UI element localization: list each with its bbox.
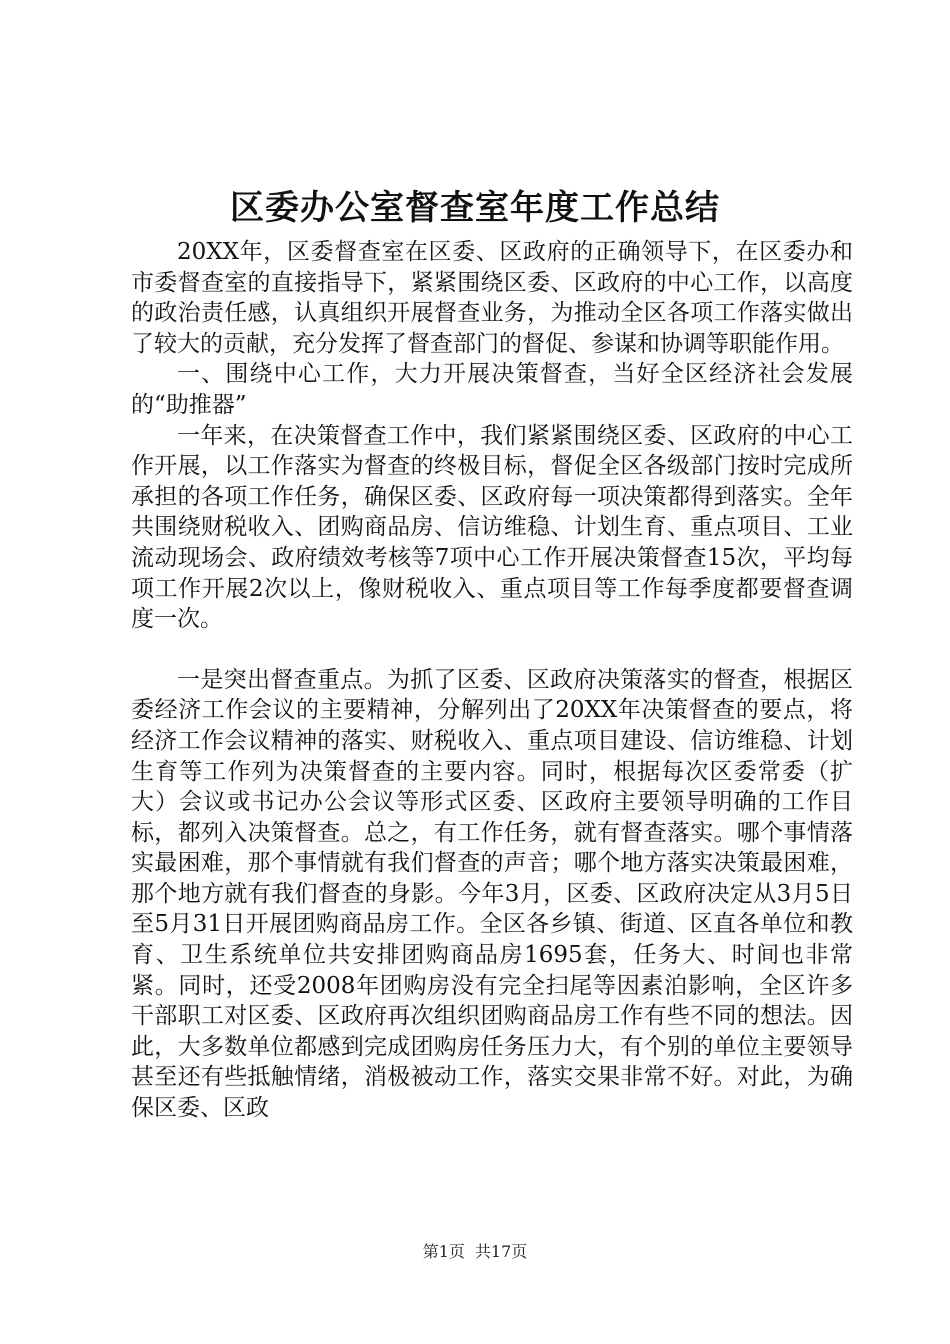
section-heading: 一、围绕中心工作，大力开展决策督查，当好全区经济社会发展的“助推器” [131, 361, 853, 418]
page-footer [0, 1241, 950, 1263]
document-title: 区委办公室督查室年度工作总结 [230, 188, 720, 228]
page-number: 第1页 [422, 1242, 465, 1261]
paragraph-key-points: 一是突出督查重点。为抓了区委、区政府决策落实的督查，根据区委经济工作会议的主要精神，分解列出了20XX年决策督查的要点，将经济工作会议精神的落实、财税收入、重点项目建设、信访维稳、计划生育等工作列为决策督查的主要内容。同时，根据每次区委常委（扩大）会议或书记办公会议等形式区委、区政府主要领导明确的工作目标，都列入决策督查。总之，有工作任务，就有督查落实。哪个事情落实最困难，那个事情就有我们督查的声音；哪个地方落实决策最困难，那个地方就有我们督查的身影。今年3月，区委、区政府决定从3月5日至5月31日开展团购商品房工作。全区各乡镇、街道、区直各单位和教育、卫生系统单位共安排团购商品房1695套，任务大、时间也非常紧。同时，还受2008年团购房没有完全扫尾等因素泊影响，全区许多干部职工对区委、区政府再次组织团购商品房工作有些不同的想法。因此，大多数单位都感到完成团购房任务压力大，有个别的单位主要领导甚至还有些抵触情绪，消极被动工作，落实交果非常不好。对此，为确保区委、区政 [131, 666, 853, 1122]
paragraph-intro: 20XX年，区委督查室在区委、区政府的正确领导下，在区委办和市委督查室的直接指导下，紧紧围绕区委、区政府的中心工作，以高度的政治责任感，认真组织开展督查业务，为推动全区各项工作落实做出了较大的贡献，充分发挥了督查部门的督促、参谋和协调等职能作用。 [131, 239, 853, 357]
paragraph-gap [131, 635, 853, 665]
page-total: 共17页 [474, 1242, 528, 1261]
document-body [131, 237, 853, 1124]
paragraph-decision-supervision: 一年来，在决策督查工作中，我们紧紧围绕区委、区政府的中心工作开展，以工作落实为督查的终极目标，督促全区各级部门按时完成所承担的各项工作任务，确保区委、区政府每一项决策都得到落实。全年共围绕财税收入、团购商品房、信访维稳、计划生育、重点项目、工业流动现场会、政府绩效考核等7项中心工作开展决策督查15次，平均每项工作开展2次以上，像财税收入、重点项目等工作每季度都要督查调度一次。 [131, 422, 853, 633]
